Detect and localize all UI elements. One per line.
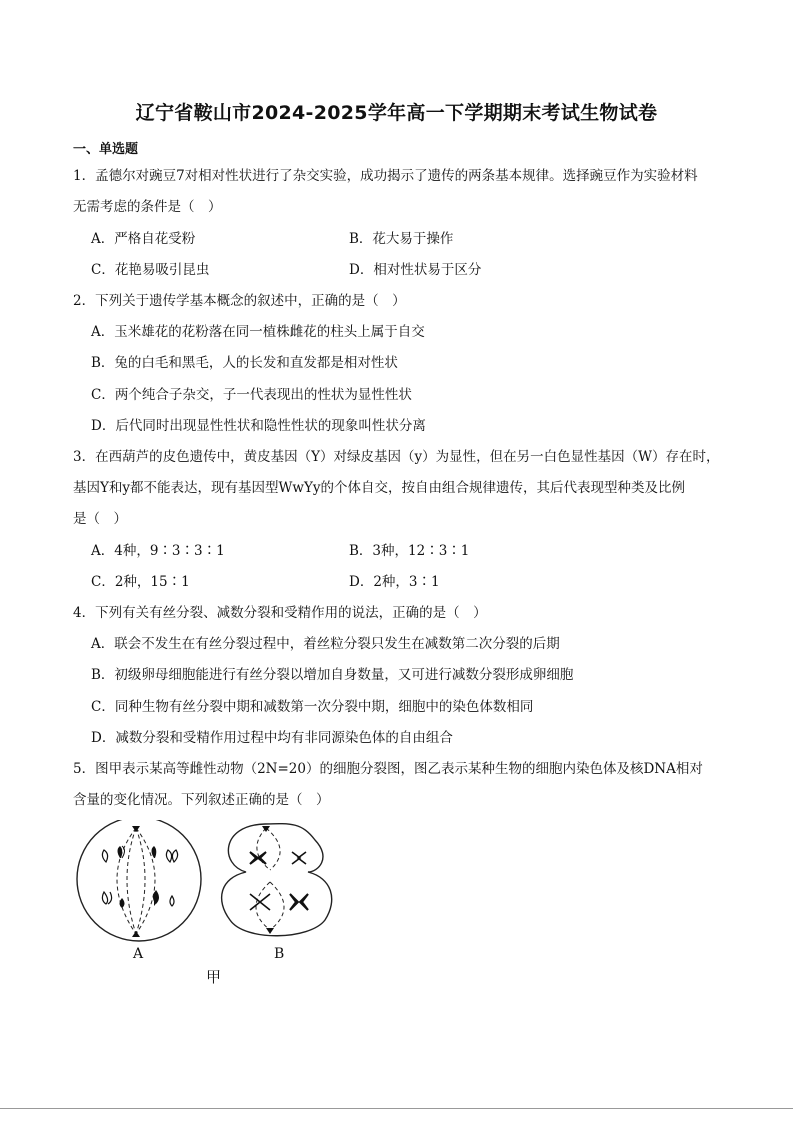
q2-stem: 2．下列关于遗传学基本概念的叙述中，正确的是（ ） xyxy=(73,293,406,309)
page-bottom-rule xyxy=(0,1108,793,1109)
q4-option-d: D．减数分裂和受精作用过程中均有非同源染色体的自由组合 xyxy=(91,730,453,746)
q1-stem-line1: 1．孟德尔对豌豆7对相对性状进行了杂交实验，成功揭示了遗传的两条基本规律。选择豌豆作为实验材料 xyxy=(73,168,698,184)
q3-stem-line2: 基因Y和y都不能表达，现有基因型WwYy的个体自交，按自由组合规律遗传，其后代表现型种类及比例 xyxy=(73,480,686,496)
page-title: 辽宁省鞍山市2024-2025学年高一下学期期末考试生物试卷 xyxy=(135,102,658,124)
q2-option-b: B．兔的白毛和黑毛，人的长发和直发都是相对性状 xyxy=(91,355,398,371)
q4-option-c: C．同种生物有丝分裂中期和减数第一次分裂中期，细胞中的染色体数相同 xyxy=(91,699,534,715)
q4-stem: 4．下列有关有丝分裂、减数分裂和受精作用的说法，正确的是（ ） xyxy=(73,605,487,621)
figure-label-b: B xyxy=(274,946,285,962)
q2-option-c: C．两个纯合子杂交，子一代表现出的性状为显性性状 xyxy=(91,387,412,403)
q3-option-a: A．4种，9∶3∶3∶1 xyxy=(91,543,225,559)
q1-stem-line2: 无需考虑的条件是（ ） xyxy=(73,199,222,215)
q1-option-a: A．严格自花受粉 xyxy=(91,231,196,247)
figure-caption: 甲 xyxy=(206,968,222,986)
cell-b-diagram xyxy=(222,824,332,936)
q3-option-d: D．2种，3∶1 xyxy=(349,574,440,590)
q1-option-c: C．花艳易吸引昆虫 xyxy=(91,262,210,278)
q3-option-b: B．3种，12∶3∶1 xyxy=(349,543,470,559)
q2-option-d: D．后代同时出现显性性状和隐性性状的现象叫性状分离 xyxy=(91,418,426,434)
q1-option-b: B．花大易于操作 xyxy=(349,231,454,247)
cell-division-figure xyxy=(70,820,350,950)
q3-stem-line1: 3．在西葫芦的皮色遗传中，黄皮基因（Y）对绿皮基因（y）为显性，但在另一白色显性基因（W）存在时， xyxy=(73,449,720,465)
cell-a-diagram xyxy=(77,820,201,941)
figure-label-a: A xyxy=(133,946,144,962)
q1-option-d: D．相对性状易于区分 xyxy=(349,262,482,278)
q2-option-a: A．玉米雄花的花粉落在同一植株雌花的柱头上属于自交 xyxy=(91,324,425,340)
q3-option-c: C．2种，15∶1 xyxy=(91,574,190,590)
q4-option-b: B．初级卵母细胞能进行有丝分裂以增加自身数量，又可进行减数分裂形成卵细胞 xyxy=(91,667,574,683)
q3-stem-line3: 是（ ） xyxy=(73,511,127,527)
section-heading: 一、单选题 xyxy=(73,142,139,157)
q5-stem-line1: 5．图甲表示某高等雌性动物（2N=20）的细胞分裂图，图乙表示某种生物的细胞内染色体及核DNA相对 xyxy=(73,761,703,777)
q4-option-a: A．联会不发生在有丝分裂过程中，着丝粒分裂只发生在减数第二次分裂的后期 xyxy=(91,636,560,652)
q5-stem-line2: 含量的变化情况。下列叙述正确的是（ ） xyxy=(73,792,330,808)
